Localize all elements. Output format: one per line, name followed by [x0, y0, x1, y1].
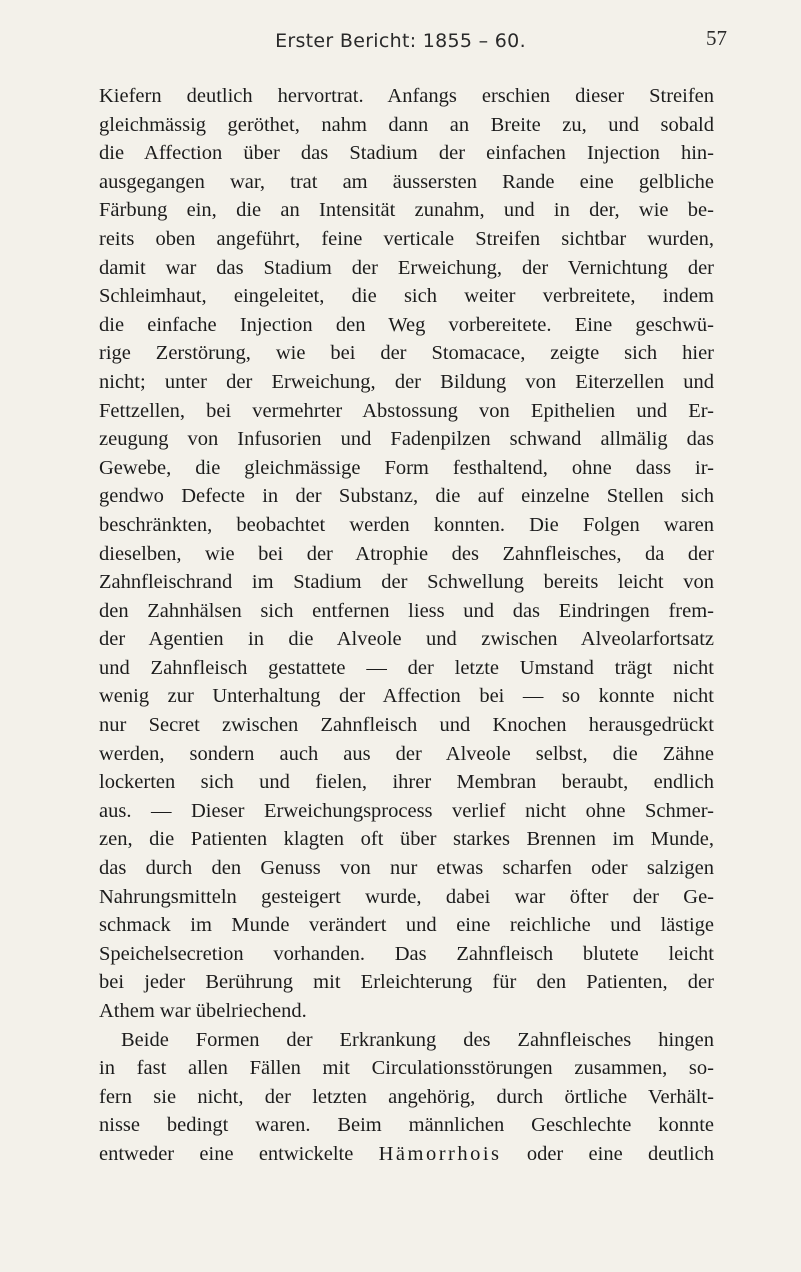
text-line: Fettzellen, bei vermehrter Abstossung von Epithelien und Er- — [99, 399, 714, 422]
spaced-term: Hämorrhois — [378, 1142, 502, 1165]
text-line: schmack im Munde verändert und eine reichliche und lästige — [99, 914, 714, 937]
text-line: Färbung ein, die an Intensität zunahm, und in der, wie be- — [99, 199, 714, 222]
text-line: der Agentien in die Alveole und zwischen Alveolarfortsatz — [99, 628, 714, 651]
text-line: fern sie nicht, der letzten angehörig, durch örtliche Verhält- — [99, 1085, 714, 1108]
text-line: nisse bedingt waren. Beim männlichen Geschlechte konnte — [99, 1114, 714, 1137]
text-line: Gewebe, die gleichmässige Form festhaltend, ohne dass ir- — [99, 456, 714, 479]
text-line: Kiefern deutlich hervortrat. Anfangs erschien dieser Streifen — [99, 85, 714, 107]
text-line: und Zahnfleisch gestattete — der letzte Umstand trägt nicht — [99, 656, 714, 679]
text-line: in fast allen Fällen mit Circulationsstörungen zusammen, so- — [99, 1057, 714, 1080]
text-line: bei jeder Berührung mit Erleichterung für den Patienten, der — [99, 971, 714, 994]
text-line: gleichmässig geröthet, nahm dann an Breite zu, und sobald — [99, 113, 714, 136]
text-line: reits oben angeführt, feine verticale Streifen sichtbar wurden, — [99, 227, 714, 250]
text-line: zen, die Patienten klagten oft über starkes Brennen im Munde, — [99, 828, 714, 851]
text-line: gendwo Defecte in der Substanz, die auf einzelne Stellen sich — [99, 485, 714, 508]
text-line: aus. — Dieser Erweichungsprocess verlief nicht ohne Schmer- — [99, 799, 714, 822]
final-line — [99, 1140, 714, 1169]
text-line: beschränkten, beobachtet werden konnten. Die Folgen waren — [99, 513, 714, 536]
text-line: den Zahnhälsen sich entfernen liess und das Eindringen frem- — [99, 599, 714, 622]
text-line: zeugung von Infusorien und Fadenpilzen schwand allmälig das — [99, 428, 714, 451]
text-line: lockerten sich und fielen, ihrer Membran beraubt, endlich — [99, 771, 714, 794]
running-head: Erster Bericht: 1855 – 60. — [275, 30, 526, 52]
page-number: 57 — [706, 26, 727, 50]
text-line: die einfache Injection den Weg vorbereitete. Eine geschwü- — [99, 313, 714, 336]
text-line: dieselben, wie bei der Atrophie des Zahnfleisches, da der — [99, 542, 714, 565]
paragraph-end-line: Athem war übelriechend. — [99, 1000, 307, 1022]
text-line: das durch den Genuss von nur etwas scharfen oder salzigen — [99, 857, 714, 880]
text-line: Speichelsecretion vorhanden. Das Zahnfleisch blutete leicht — [99, 942, 714, 965]
text-line: nicht; unter der Erweichung, der Bildung von Eiterzellen und — [99, 370, 714, 393]
text-line: Schleimhaut, eingeleitet, die sich weiter verbreitete, indem — [99, 285, 714, 308]
text-line: ausgegangen war, trat am äussersten Rande eine gelbliche — [99, 170, 714, 193]
text-line: wenig zur Unterhaltung der Affection bei — so konnte nicht — [99, 685, 714, 708]
paragraph-start-line: Beide Formen der Erkrankung des Zahnfleisches hingen — [121, 1028, 714, 1051]
body-text — [99, 82, 714, 1169]
final-line-after: oder eine deutlich — [501, 1142, 714, 1165]
page-header — [0, 22, 801, 52]
text-line: Zahnfleischrand im Stadium der Schwellung bereits leicht von — [99, 571, 714, 594]
text-line: die Affection über das Stadium der einfachen Injection hin- — [99, 142, 714, 165]
text-line: nur Secret zwischen Zahnfleisch und Knochen herausgedrückt — [99, 714, 714, 737]
text-line: werden, sondern auch aus der Alveole selbst, die Zähne — [99, 742, 714, 765]
text-line: damit war das Stadium der Erweichung, der Vernichtung der — [99, 256, 714, 279]
text-line: Nahrungsmitteln gesteigert wurde, dabei war öfter der Ge- — [99, 885, 714, 908]
text-line: rige Zerstörung, wie bei der Stomacace, zeigte sich hier — [99, 342, 714, 365]
final-line-before: entweder eine entwickelte — [99, 1142, 379, 1165]
